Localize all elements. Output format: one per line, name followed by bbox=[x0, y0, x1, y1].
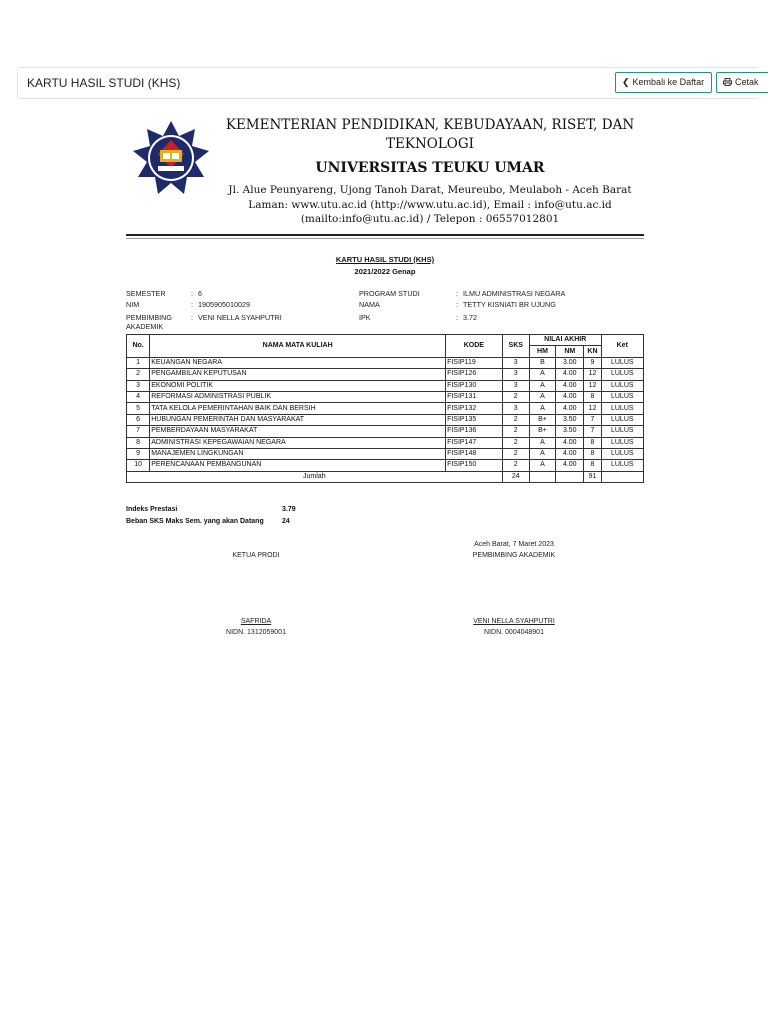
course-no: 6 bbox=[127, 414, 150, 425]
total-row bbox=[127, 471, 644, 482]
grade-letter: A bbox=[529, 403, 555, 414]
grade-letter: A bbox=[529, 448, 555, 459]
course-no: 7 bbox=[127, 426, 150, 437]
grade-letter: A bbox=[529, 369, 555, 380]
col-header-nm: NM bbox=[556, 346, 584, 357]
head-of-program-name: SAFRIDA bbox=[240, 618, 272, 625]
col-header-sks: SKS bbox=[502, 335, 529, 358]
course-name: PERENCANAAN PEMBANGUNAN bbox=[150, 460, 446, 471]
program-label: PROGRAM STUDI bbox=[359, 289, 420, 298]
course-no: 3 bbox=[127, 380, 150, 391]
letterhead-divider-thin bbox=[126, 238, 644, 239]
table-row bbox=[127, 437, 644, 448]
course-sks: 3 bbox=[502, 380, 529, 391]
grade-weight: 9 bbox=[584, 357, 601, 368]
course-name: KEUANGAN NEGARA bbox=[150, 357, 446, 368]
grades-table bbox=[126, 334, 644, 483]
table-row bbox=[127, 380, 644, 391]
head-of-program-nidn: NIDN. 1312059001 bbox=[226, 629, 286, 636]
course-status: LULUS bbox=[601, 448, 643, 459]
nim-value: 1905905010029 bbox=[198, 300, 250, 309]
empty-cell bbox=[529, 471, 555, 482]
course-status: LULUS bbox=[601, 414, 643, 425]
total-sks: 24 bbox=[502, 471, 529, 482]
grade-weight: 8 bbox=[584, 437, 601, 448]
course-no: 8 bbox=[127, 437, 150, 448]
address-line: Jl. Alue Peunyareng, Ujong Tanoh Darat, Meureubo, Meulaboh - Aceh Barat bbox=[228, 184, 632, 196]
course-status: LULUS bbox=[601, 357, 643, 368]
course-sks: 3 bbox=[502, 403, 529, 414]
course-no: 5 bbox=[127, 403, 150, 414]
col-header-note: Ket bbox=[601, 335, 643, 358]
course-status: LULUS bbox=[601, 403, 643, 414]
grade-value: 4.00 bbox=[556, 391, 584, 402]
grade-letter: B+ bbox=[529, 426, 555, 437]
course-sks: 2 bbox=[502, 460, 529, 471]
course-no: 2 bbox=[127, 369, 150, 380]
table-row bbox=[127, 391, 644, 402]
course-sks: 2 bbox=[502, 414, 529, 425]
separator: : bbox=[191, 313, 193, 322]
ipk-value: 3.72 bbox=[463, 313, 477, 322]
ipk-label: IPK bbox=[359, 313, 371, 322]
letterhead-divider bbox=[126, 234, 644, 236]
head-of-program-role: KETUA PRODI bbox=[232, 552, 280, 559]
grade-letter: A bbox=[529, 437, 555, 448]
col-header-no: No. bbox=[127, 335, 150, 358]
advisor-name: VENI NELLA SYAHPUTRI bbox=[473, 618, 555, 625]
grade-weight: 8 bbox=[584, 391, 601, 402]
grade-weight: 7 bbox=[584, 426, 601, 437]
course-name: PEMBERDAYAAN MASYARAKAT bbox=[150, 426, 446, 437]
advisor-role: PEMBIMBING AKADEMIK bbox=[472, 552, 556, 559]
grade-weight: 8 bbox=[584, 448, 601, 459]
course-code: FISIP148 bbox=[446, 448, 503, 459]
advisor-label: PEMBIMBING AKADEMIK bbox=[126, 313, 172, 331]
course-sks: 2 bbox=[502, 448, 529, 459]
table-row bbox=[127, 448, 644, 459]
table-row bbox=[127, 426, 644, 437]
separator: : bbox=[456, 313, 458, 322]
course-code: FISIP147 bbox=[446, 437, 503, 448]
advisor-value: VENI NELLA SYAHPUTRI bbox=[198, 313, 282, 322]
course-sks: 2 bbox=[502, 391, 529, 402]
chevron-left-icon: ❮ bbox=[622, 77, 630, 87]
total-label: Jumlah bbox=[127, 471, 503, 482]
grade-weight: 7 bbox=[584, 414, 601, 425]
place-date: Aceh Barat, 7 Maret 2023 bbox=[474, 541, 554, 548]
semester-label: SEMESTER bbox=[126, 289, 166, 298]
course-code: FISIP130 bbox=[446, 380, 503, 391]
course-status: LULUS bbox=[601, 437, 643, 448]
course-status: LULUS bbox=[601, 426, 643, 437]
course-sks: 2 bbox=[502, 437, 529, 448]
table-row bbox=[127, 460, 644, 471]
address-block bbox=[225, 183, 635, 227]
page-header-bar bbox=[17, 67, 758, 99]
ministry-name: KEMENTERIAN PENDIDIKAN, KEBUDAYAAN, RISET, DAN TEKNOLOGI bbox=[225, 117, 635, 152]
course-name: HUBUNGAN PEMERINTAH DAN MASYARAKAT bbox=[150, 414, 446, 425]
nim-label: NIM bbox=[126, 300, 140, 309]
course-sks: 3 bbox=[502, 369, 529, 380]
back-to-list-button[interactable] bbox=[615, 72, 712, 93]
course-no: 9 bbox=[127, 448, 150, 459]
max-sks-value: 24 bbox=[282, 518, 290, 525]
course-code: FISIP136 bbox=[446, 426, 503, 437]
page-title: KARTU HASIL STUDI (KHS) bbox=[27, 76, 181, 90]
course-name: ADMINISTRASI KEPEGAWAIAN NEGARA bbox=[150, 437, 446, 448]
advisor-nidn: NIDN. 0004048901 bbox=[484, 629, 544, 636]
grade-value: 3.00 bbox=[556, 357, 584, 368]
course-no: 1 bbox=[127, 357, 150, 368]
university-logo bbox=[132, 120, 210, 198]
separator: : bbox=[456, 289, 458, 298]
grade-letter: B bbox=[529, 357, 555, 368]
col-header-kn: KN bbox=[584, 346, 601, 357]
print-button-label: Cetak bbox=[735, 77, 759, 87]
course-no: 10 bbox=[127, 460, 150, 471]
academic-period: 2021/2022 Genap bbox=[354, 267, 416, 276]
ip-value: 3.79 bbox=[282, 506, 296, 513]
empty-cell bbox=[601, 471, 643, 482]
grade-letter: A bbox=[529, 391, 555, 402]
course-sks: 3 bbox=[502, 357, 529, 368]
print-button[interactable] bbox=[716, 72, 768, 93]
back-button-label: Kembali ke Daftar bbox=[632, 77, 705, 87]
website-email-line: Laman: www.utu.ac.id (http://www.utu.ac.id), Email : info@utu.ac.id bbox=[248, 198, 612, 211]
separator: : bbox=[191, 300, 193, 309]
grade-weight: 12 bbox=[584, 369, 601, 380]
table-row bbox=[127, 369, 644, 380]
course-status: LULUS bbox=[601, 391, 643, 402]
grade-value: 4.00 bbox=[556, 460, 584, 471]
table-row bbox=[127, 357, 644, 368]
course-code: FISIP132 bbox=[446, 403, 503, 414]
course-code: FISIP119 bbox=[446, 357, 503, 368]
document-title: KARTU HASIL STUDI (KHS) bbox=[335, 255, 435, 264]
course-name: MANAJEMEN LINGKUNGAN bbox=[150, 448, 446, 459]
course-no: 4 bbox=[127, 391, 150, 402]
course-code: FISIP126 bbox=[446, 369, 503, 380]
grade-weight: 12 bbox=[584, 380, 601, 391]
grade-letter: A bbox=[529, 460, 555, 471]
email-phone-line: (mailto:info@utu.ac.id) / Telepon : 06557012801 bbox=[300, 213, 560, 225]
grade-value: 4.00 bbox=[556, 437, 584, 448]
table-header-row bbox=[127, 335, 644, 346]
grade-weight: 8 bbox=[584, 460, 601, 471]
course-name: PENGAMBILAN KEPUTUSAN bbox=[150, 369, 446, 380]
university-name: UNIVERSITAS TEUKU UMAR bbox=[315, 160, 545, 176]
empty-cell bbox=[556, 471, 584, 482]
printer-icon bbox=[723, 73, 732, 92]
course-code: FISIP150 bbox=[446, 460, 503, 471]
course-status: LULUS bbox=[601, 380, 643, 391]
col-header-code: KODE bbox=[446, 335, 503, 358]
table-row bbox=[127, 414, 644, 425]
col-header-hm: HM bbox=[529, 346, 555, 357]
course-status: LULUS bbox=[601, 369, 643, 380]
grade-value: 3.50 bbox=[556, 426, 584, 437]
grade-value: 3.50 bbox=[556, 414, 584, 425]
grade-weight: 12 bbox=[584, 403, 601, 414]
student-name-value: TETTY KISNIATI BR UJUNG bbox=[463, 300, 556, 309]
course-status: LULUS bbox=[601, 460, 643, 471]
grade-value: 4.00 bbox=[556, 448, 584, 459]
max-sks-label: Beban SKS Maks Sem. yang akan Datang bbox=[126, 518, 264, 525]
table-row bbox=[127, 403, 644, 414]
semester-value: 6 bbox=[198, 289, 202, 298]
course-code: FISIP131 bbox=[446, 391, 503, 402]
course-code: FISIP135 bbox=[446, 414, 503, 425]
course-name: EKONOMI POLITIK bbox=[150, 380, 446, 391]
col-header-final-grade: NILAI AKHIR bbox=[529, 335, 601, 346]
separator: : bbox=[456, 300, 458, 309]
col-header-course: NAMA MATA KULIAH bbox=[150, 335, 446, 358]
course-sks: 2 bbox=[502, 426, 529, 437]
grade-value: 4.00 bbox=[556, 369, 584, 380]
grade-value: 4.00 bbox=[556, 380, 584, 391]
grade-letter: A bbox=[529, 380, 555, 391]
course-name: TATA KELOLA PEMERINTAHAN BAIK DAN BERSIH bbox=[150, 403, 446, 414]
program-value: ILMU ADMINISTRASI NEGARA bbox=[463, 289, 566, 298]
separator: : bbox=[191, 289, 193, 298]
grade-letter: B+ bbox=[529, 414, 555, 425]
course-name: REFORMASI ADMINISTRASI PUBLIK bbox=[150, 391, 446, 402]
grade-value: 4.00 bbox=[556, 403, 584, 414]
name-label: NAMA bbox=[359, 300, 380, 309]
total-kn: 91 bbox=[584, 471, 601, 482]
ip-label: Indeks Prestasi bbox=[126, 506, 178, 513]
